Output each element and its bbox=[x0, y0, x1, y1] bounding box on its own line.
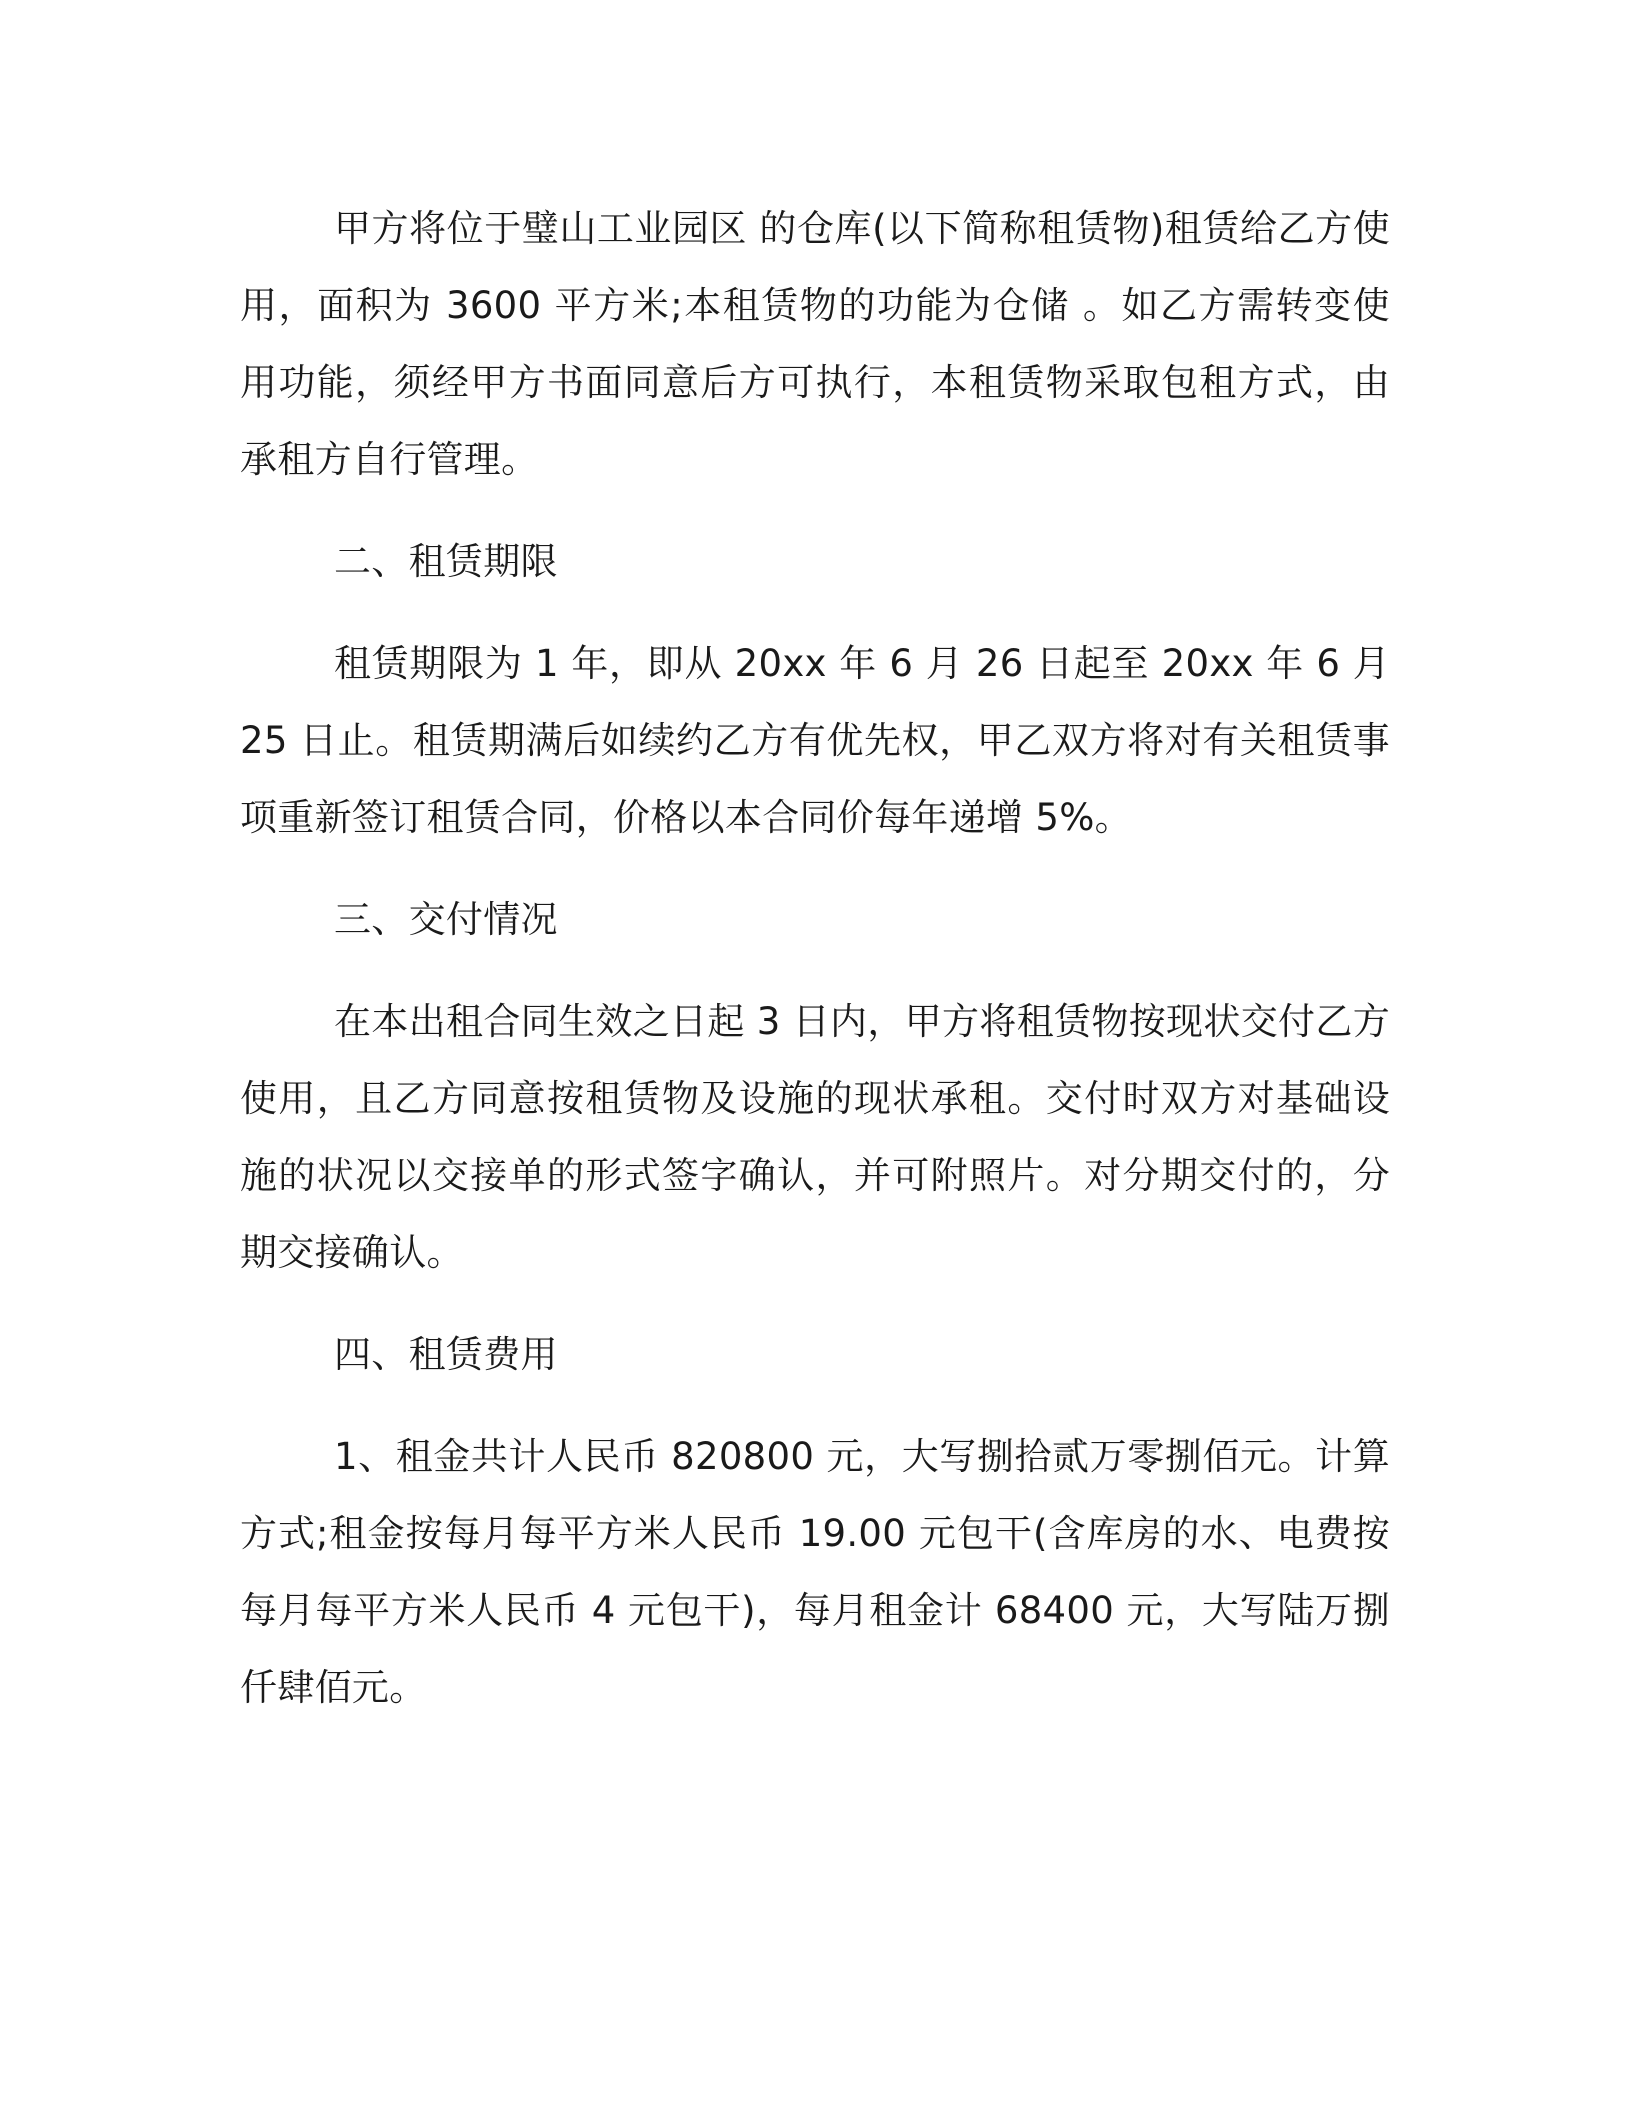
paragraph-rental-fees: 1、租金共计人民币 820800 元，大写捌拾贰万零捌佰元。计算方式;租金按每月每平方米人民币 19.00 元包干(含库房的水、电费按每月每平方米人民币 4 元包干)，每月租金计 68400 元，大写陆万捌仟肆佰元。 bbox=[240, 1435, 1390, 1709]
paragraph-delivery: 在本出租合同生效之日起 3 日内，甲方将租赁物按现状交付乙方使用，且乙方同意按租赁物及设施的现状承租。交付时双方对基础设施的状况以交接单的形式签字确认，并可附照片。对分期交付的，分期交接确认。 bbox=[240, 1000, 1390, 1274]
section-heading-lease-term: 二、租赁期限 bbox=[334, 540, 558, 583]
paragraph-premises: 甲方将位于璧山工业园区 的仓库(以下简称租赁物)租赁给乙方使用，面积为 3600 平方米;本租赁物的功能为仓储 。如乙方需转变使用功能，须经甲方书面同意后方可执行，本租赁物采取包租方式，由承租方自行管理。 bbox=[240, 207, 1390, 481]
section-heading-delivery: 三、交付情况 bbox=[334, 898, 558, 941]
document-body bbox=[240, 190, 1390, 1751]
paragraph-lease-term: 租赁期限为 1 年，即从 20xx 年 6 月 26 日起至 20xx 年 6 月 25 日止。租赁期满后如续约乙方有优先权，甲乙双方将对有关租赁事项重新签订租赁合同，价格以本合同价每年递增 5%。 bbox=[240, 642, 1390, 839]
section-heading-rental-fees: 四、租赁费用 bbox=[334, 1333, 558, 1376]
